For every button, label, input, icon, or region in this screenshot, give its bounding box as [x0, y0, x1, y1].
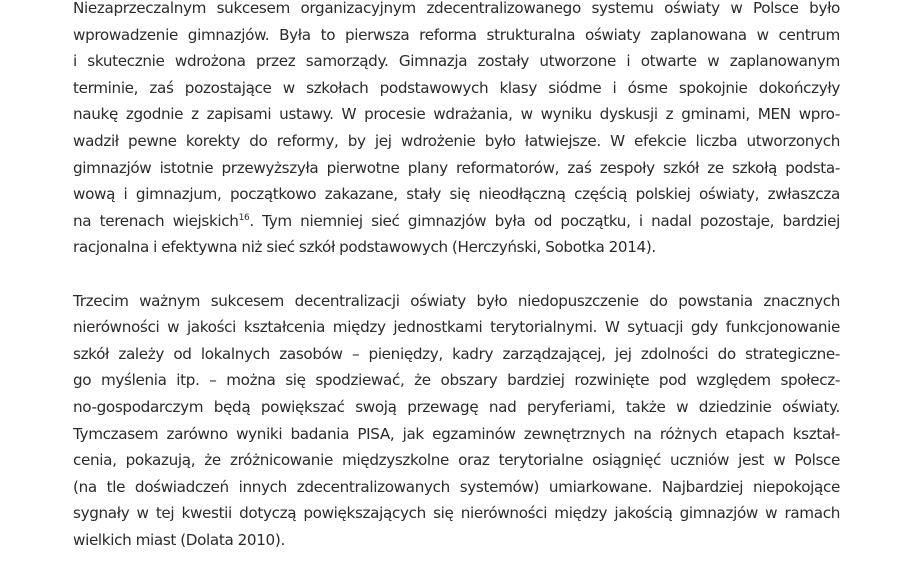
text-line: Tymczasem zarówno wyniki badania PISA, jak egzaminów zewnętrznych na różnych etapach kształ- [73, 424, 840, 443]
text-line: wielkich miast (Dolata 2010). [73, 530, 285, 549]
text-line: racjonalna i efektywna niż sieć szkół podstawowych (Herczyński, Sobotka 2014). [73, 238, 656, 257]
text-line: terminie, zaś pozostające w szkołach podstawowych klasy siódme i ósme spokojnie dokończyły [73, 78, 840, 97]
text-line-with-footnote [73, 208, 840, 235]
text-line: wprowadzenie gimnazjów. Była to pierwsza reforma strukturalna oświaty zaplanowana w centrum [73, 25, 840, 44]
text-line: naukę zgodnie z zapisami ustawy. W procesie wdrażania, w wyniku dyskusji z gminami, MEN wpro- [73, 105, 840, 124]
text-line: wadził pewne korekty do reformy, by jej wdrożenie było łatwiejsze. W efekcie liczba utworzonych [73, 131, 840, 150]
text-segment: na terenach wiejskich [73, 211, 239, 230]
text-line: cenia, pokazują, że zróżnicowanie międzyszkolne oraz terytorialne osiągnięć uczniów jest w Polsce [73, 451, 840, 470]
text-line: i skutecznie wdrożona przez samorządy. Gimnazja zostały utworzone i otwarte w zaplanowanym [73, 52, 840, 71]
text-line: sygnały w tej kwestii dotyczą powiększających się nierówności między jakością gimnazjów w ramach [73, 504, 840, 523]
text-line: Trzecim ważnym sukcesem decentralizacji oświaty było niedopuszczenie do powstania znacznych [73, 291, 840, 310]
footnote-reference[interactable]: 16 [238, 212, 250, 223]
text-line: go myślenia itp. – można się spodziewać, że obszary bardziej rozwinięte pod względem społecz- [73, 371, 840, 390]
paragraph-gimnazja [73, 0, 840, 261]
text-line: wową i gimnazjum, początkowo zakazane, stały się nieodłączną częścią polskiej oświaty, zwłaszcza [73, 185, 840, 204]
text-line: nierówności w jakości kształcenia między jednostkami terytorialnymi. W sytuacji gdy funkcjonowanie [73, 318, 840, 337]
text-line: gimnazjów istotnie przewyższyła pierwotne plany reformatorów, zaś zespoły szkół ze szkołą podsta- [73, 158, 840, 177]
text-line: szkół zależy od lokalnych zasobów – pieniędzy, kadry zarządzającej, jej zdolności do strategiczne- [73, 344, 840, 363]
text-line: Niezaprzeczalnym sukcesem organizacyjnym zdecentralizowanego systemu oświaty w Polsce było [73, 0, 840, 17]
paragraph-nierownosci [73, 288, 840, 554]
text-line: no-gospodarczym będą powiększać swoją przewagę nad peryferiami, także w dziedzinie oświaty. [73, 397, 840, 416]
text-line: (na tle doświadczeń innych zdecentralizowanych systemów) umiarkowane. Najbardziej niepokojące [73, 477, 840, 496]
text-segment: . Tym niemniej sieć gimnazjów była od początku, i nadal pozostaje, bardziej [249, 211, 840, 230]
document-page [73, 0, 840, 553]
